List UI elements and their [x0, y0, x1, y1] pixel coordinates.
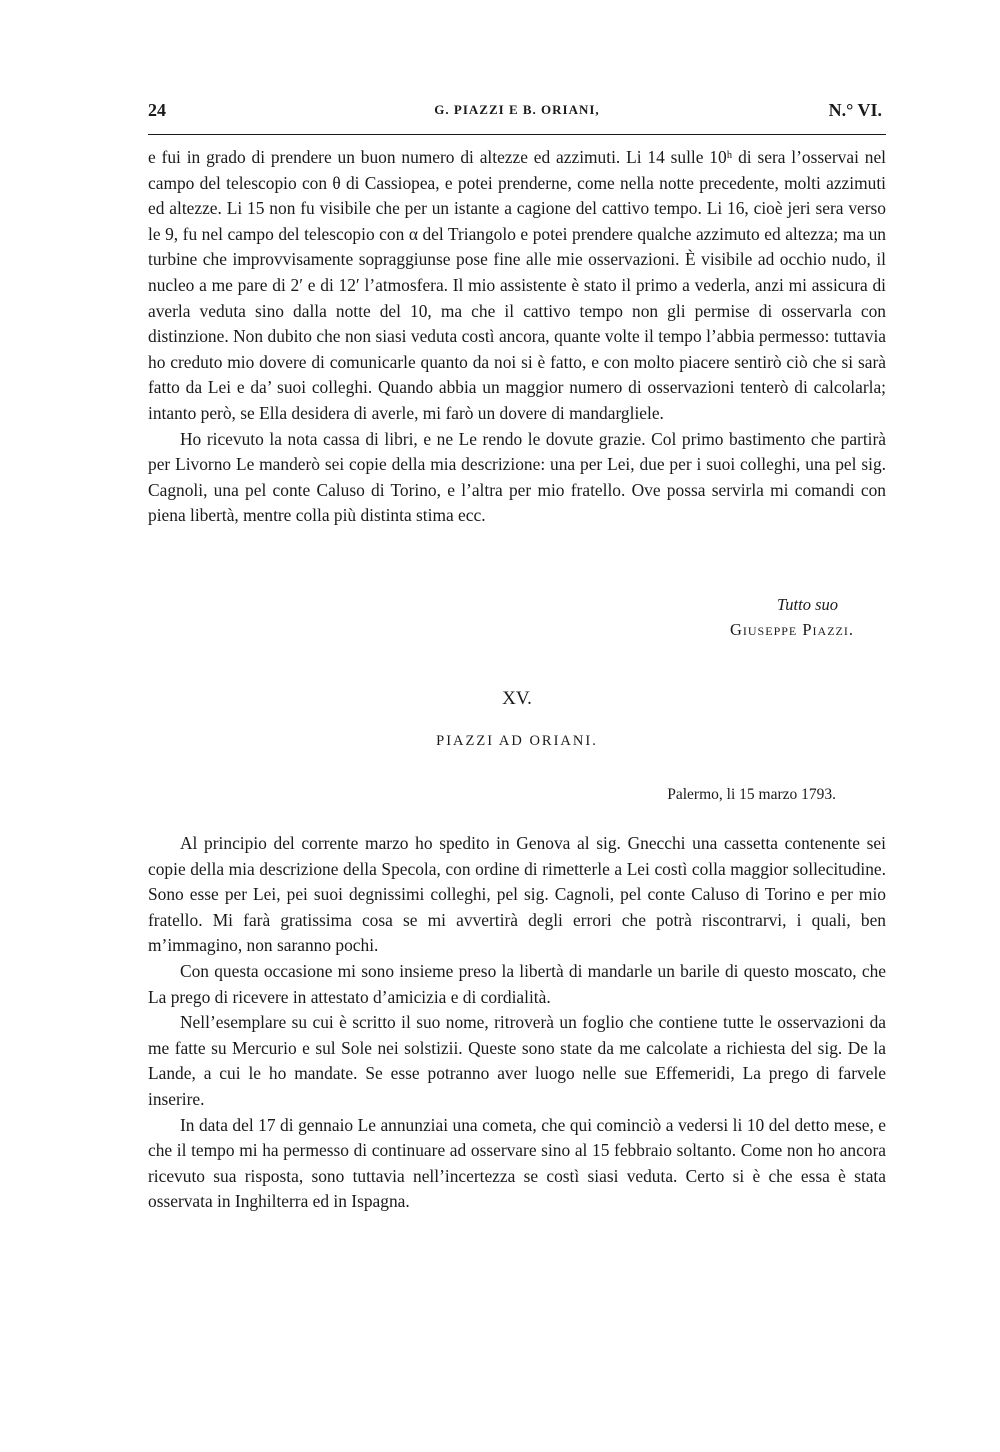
paragraph: Con questa occasione mi sono insieme preso la libertà di mandarle un barile di questo moscato, che La prego di ricevere in attestato d’amicizia e di cordialità. [148, 960, 886, 1007]
paragraph: e fui in grado di prendere un buon numero di altezze ed azzimuti. Li 14 sulle 10ʰ di sera l’osservai nel campo del telescopio con θ di Cassiopea, e potei prenderne, come nella notte precedente, molti azzimuti ed altezze. Li 15 non fu visibile che per un istante a cagione del cattivo tempo. Li 16, cioè jeri sera verso le 9, fu nel campo del telescopio con α del Triangolo e potei prendere qualche azzimuto ed altezza; ma un turbine che improvvisamente sopraggiunse pose fine alle mie osservazioni. È visibile ad occhio nudo, il nucleo a me pare di 2′ e di 12′ l’atmosfera. Il mio assistente è stato il primo a vederla, anzi mi assicura di averla veduta sino dalla notte del 10, ma che il cattivo tempo non gli permise di osservarla con distinzione. Non dubito che non siasi veduta costì ancora, quante volte il tempo l’abbia permesso: tuttavia ho creduto mio dovere di comunicarle quanto da noi si è fatto, e con molto piacere sentirò ciò che si sarà fatto da Lei e da’ suoi colleghi. Quando abbia un maggior numero di osservazioni tenterò di calcolarla; intanto però, se Ella desidera di averle, mi farò un dovere di mandargliele. [148, 147, 886, 423]
letter-xv-body [148, 831, 886, 1215]
letter-xiv-continuation [148, 145, 886, 529]
paragraph: Nell’esemplare su cui è scritto il suo nome, ritroverà un foglio che contiene tutte le osservazioni da me fatte su Mercurio e sul Sole nei solstizii. Queste sono state da me calcolate a richiesta del sig. De la Lande, a cui le ho mandate. Se esse potranno aver luogo nelle sue Effemeridi, La prego di farvele inserire. [148, 1012, 886, 1109]
paragraph: In data del 17 di gennaio Le annunziai una cometa, che qui cominciò a vedersi li 10 del detto mese, e che il tempo mi ha permesso di continuare ad osservare sino al 15 febbraio soltanto. Come non ho ancora ricevuto sua risposta, sono tuttavia nell’incertezza se costì siasi veduta. Certo si è che essa è stata osservata in Inghilterra ed in Ispagna. [148, 1114, 886, 1212]
running-title: G. PIAZZI E B. ORIANI, [434, 102, 600, 117]
letter-number: XV. [502, 688, 532, 709]
signature: Giuseppe Piazzi. [729, 620, 854, 639]
closing-phrase: Tutto suo [777, 595, 838, 614]
dateline: Palermo, li 15 marzo 1793. [667, 786, 836, 803]
paragraph: Al principio del corrente marzo ho spedito in Genova al sig. Gnecchi una cassetta contenente sei copie della mia descrizione della Specola, con ordine di rimetterle a Lei costì colla maggior sollecitudine. Sono esse per Lei, pei suoi degnissimi colleghi, pel sig. Cagnoli, pel conte Caluso di Torino e per mio fratello. Mi farà gratissima cosa se mi avvertirà degli errori che potrà riscontrarvi, i quali, ben m’immagino, non saranno pochi. [148, 833, 886, 956]
running-header [148, 100, 886, 130]
letter-title: PIAZZI AD ORIANI. [436, 733, 598, 749]
section-number: N.° VI. [828, 100, 882, 120]
paragraph: Ho ricevuto la nota cassa di libri, e ne Le rendo le dovute grazie. Col primo bastimento che partirà per Livorno Le manderò sei copie della mia descrizione: una per Lei, due per i suoi colleghi, una pel sig. Cagnoli, una pel conte Caluso di Torino, e l’altra per mio fratello. Ove possa servirla mi comandi con piena libertà, mentre colla più distinta stima ecc. [148, 428, 886, 526]
letter-closing [730, 592, 854, 642]
header-rule [148, 134, 886, 135]
page-number: 24 [148, 100, 166, 120]
